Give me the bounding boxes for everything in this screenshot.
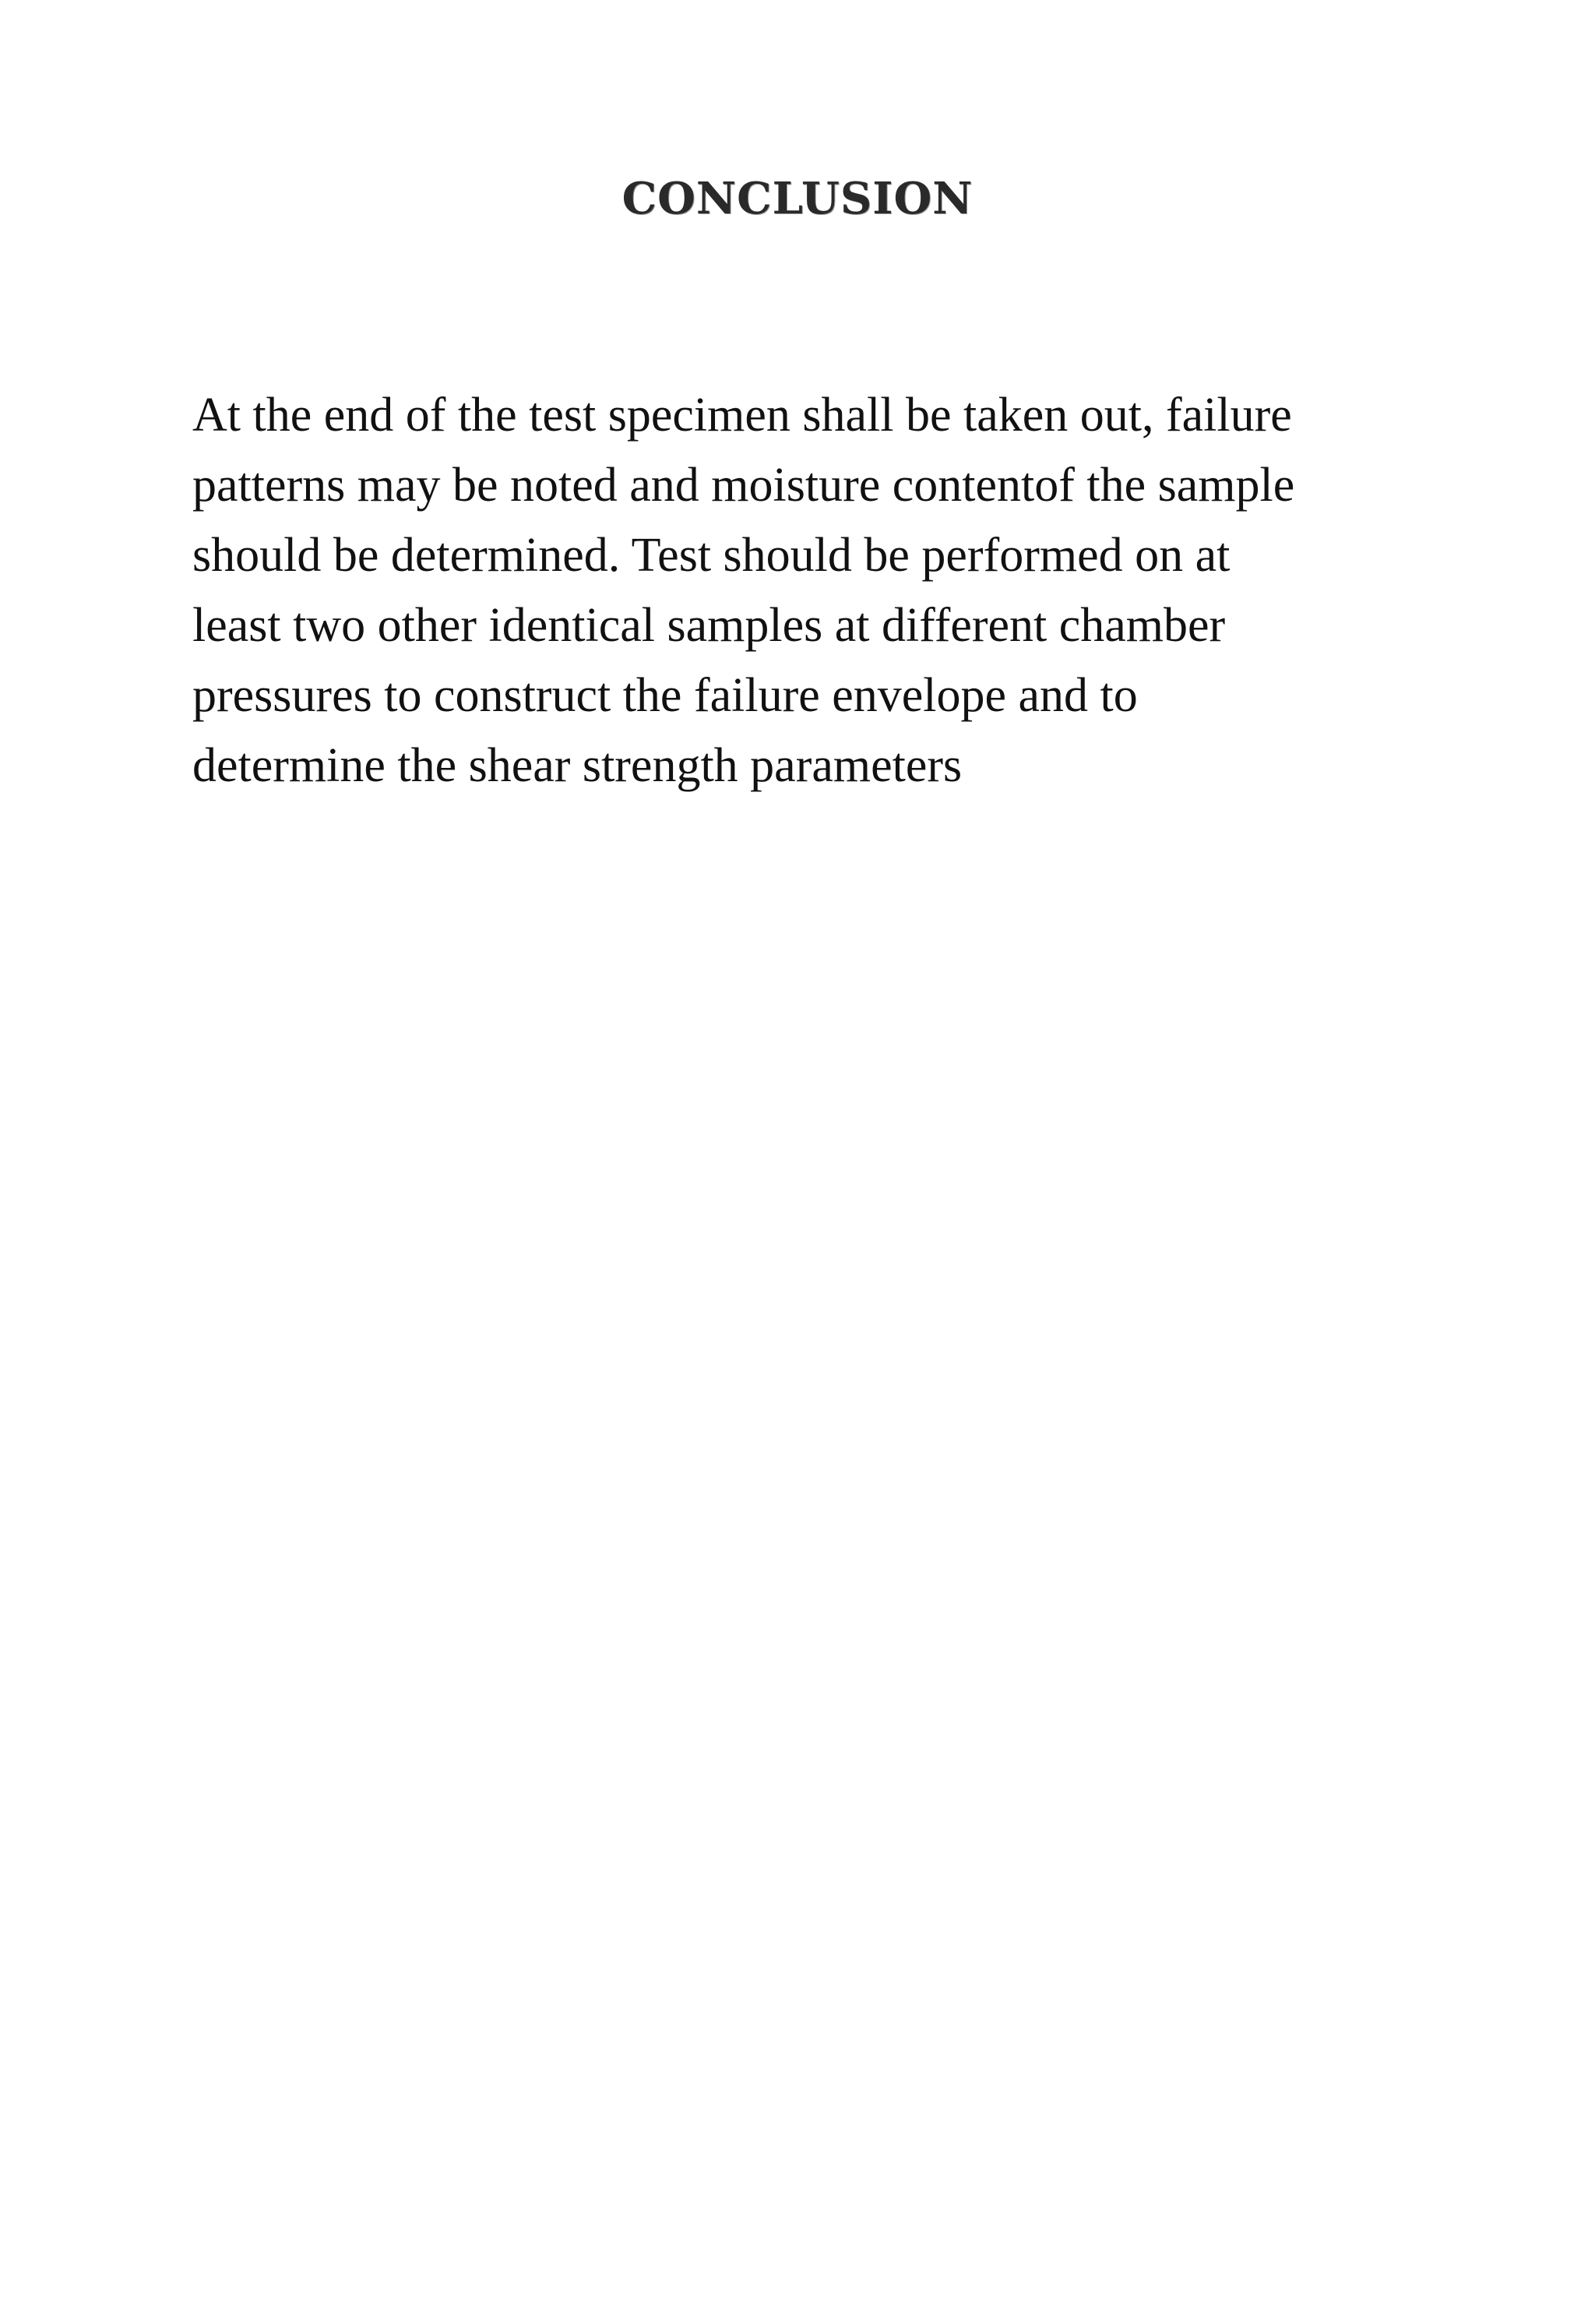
paragraph-line: determine the shear strength parameters: [192, 739, 963, 792]
paragraph-line: At the end of the test specimen shall be taken out, failure: [192, 389, 1292, 442]
conclusion-paragraph: [192, 380, 1438, 801]
paragraph-line: pressures to construct the failure envelope and to: [192, 669, 1138, 722]
page-title: CONCLUSION: [621, 173, 974, 224]
paragraph-line: least two other identical samples at different chamber: [192, 599, 1226, 652]
paragraph-line: patterns may be noted and moisture contentof the sample: [192, 459, 1295, 512]
paragraph-line: should be determined. Test should be performed on at: [192, 529, 1231, 582]
